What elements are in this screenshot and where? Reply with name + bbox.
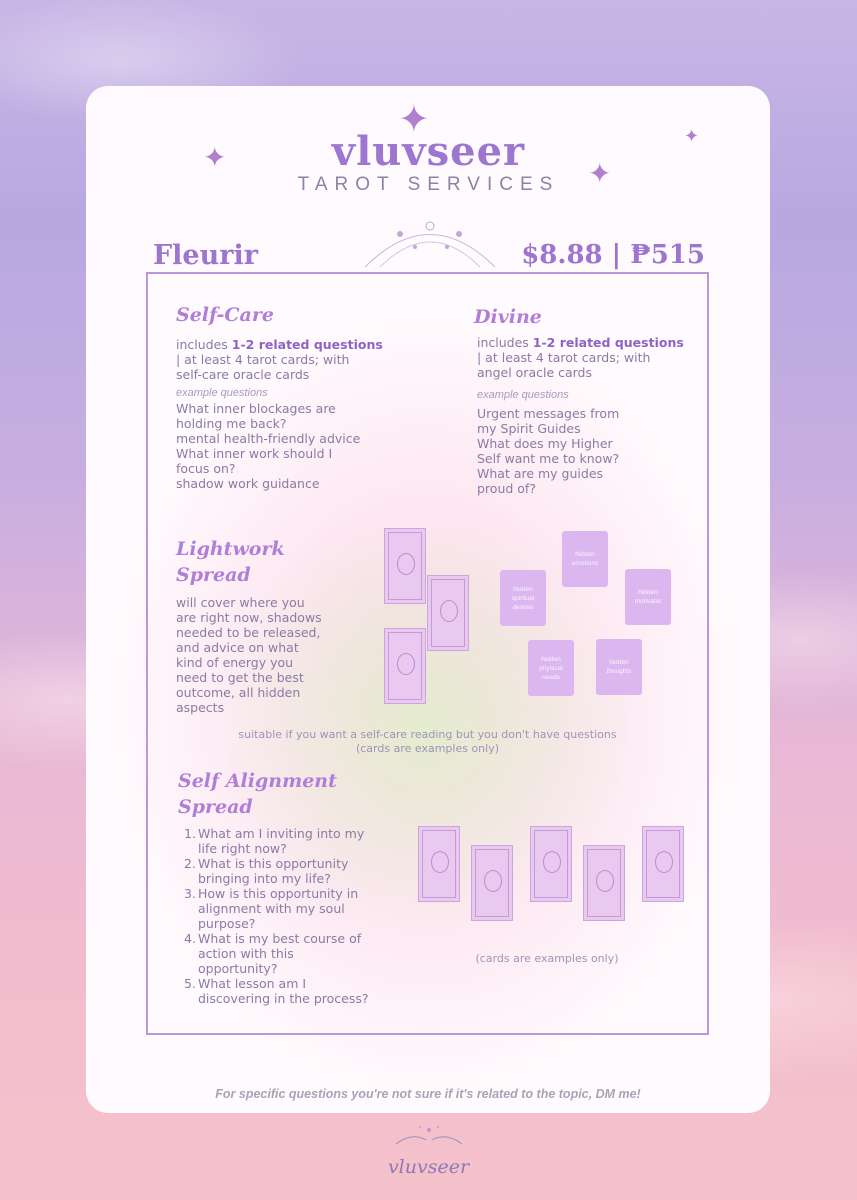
- alignment-note: (cards are examples only): [475, 952, 619, 965]
- brand-subtitle: TAROT SERVICES: [297, 174, 560, 195]
- list-item: and advice on what: [176, 640, 299, 655]
- sparkle-icon: ✦: [203, 141, 227, 174]
- list-item: Self want me to know?: [477, 451, 620, 466]
- tarot-card-image: [642, 826, 684, 902]
- self-care-title: Self-Care: [176, 304, 274, 326]
- tarot-card-image: [583, 845, 625, 921]
- self-care-examples-label: example questions: [176, 387, 268, 399]
- lightwork-title: Lightwork Spread: [176, 538, 285, 586]
- lightwork-note: suitable if you want a self-care reading but you don't have questions (cards are examples only): [238, 728, 617, 755]
- list-item: What inner blockages are: [176, 401, 336, 416]
- self-care-examples: [176, 401, 360, 491]
- list-item: What are my guides: [477, 466, 604, 481]
- divine-includes: includes 1-2 related questions | at least 4 tarot cards; with angel oracle cards: [477, 335, 684, 380]
- sparkle-icon: ✦: [398, 97, 430, 141]
- list-item: 5. What lesson am I discovering in the process?: [184, 976, 369, 1006]
- tarot-card-image: [384, 528, 426, 604]
- list-item: Urgent messages from: [477, 406, 620, 421]
- tarot-card-image: [384, 628, 426, 704]
- tarot-card-image: [418, 826, 460, 902]
- hidden-emotions-card: hidden emotions: [562, 531, 608, 587]
- list-item: kind of energy you: [176, 655, 294, 670]
- package-name: Fleurir: [153, 240, 258, 271]
- alignment-title: Self Alignment Spread: [178, 770, 337, 818]
- list-item: mental health-friendly advice: [176, 431, 361, 446]
- list-item: my Spirit Guides: [477, 421, 581, 436]
- sparkle-icon: ✦: [588, 157, 612, 190]
- hidden-thoughts-card: hidden thoughts: [596, 639, 642, 695]
- list-item: 2. What is this opportunity bringing into my life?: [184, 856, 349, 886]
- list-item: are right now, shadows: [176, 610, 322, 625]
- list-item: focus on?: [176, 461, 236, 476]
- list-item: need to get the best: [176, 670, 304, 685]
- hands-icon: [392, 1122, 466, 1152]
- self-care-includes: includes 1-2 related questions | at least 4 tarot cards; with self-care oracle cards: [176, 337, 383, 382]
- alignment-questions: [184, 826, 369, 1006]
- list-item: needed to be released,: [176, 625, 321, 640]
- brand-logo: vluvseer: [331, 128, 526, 175]
- divine-title: Divine: [474, 306, 542, 328]
- lightwork-description: [176, 595, 322, 715]
- hidden-motivator-card: hidden motivator: [625, 569, 671, 625]
- bottom-signature-logo: vluvseer: [387, 1156, 470, 1178]
- list-item: What does my Higher: [477, 436, 613, 451]
- list-item: aspects: [176, 700, 225, 715]
- sparkle-icon: ✦: [684, 126, 700, 147]
- list-item: shadow work guidance: [176, 476, 320, 491]
- hidden-physical-needs-card: hidden physical needs: [528, 640, 574, 696]
- hidden-spiritual-desires-card: hidden spiritual desires: [500, 570, 546, 626]
- list-item: will cover where you: [176, 595, 305, 610]
- list-item: outcome, all hidden: [176, 685, 301, 700]
- list-item: What inner work should I: [176, 446, 333, 461]
- divine-examples: [477, 406, 619, 496]
- list-item: 4. What is my best course of action with this opportunity?: [184, 931, 362, 976]
- list-item: holding me back?: [176, 416, 287, 431]
- tarot-card-image: [530, 826, 572, 902]
- celestial-arc-icon: [355, 212, 505, 272]
- list-item: 3. How is this opportunity in alignment with my soul purpose?: [184, 886, 359, 931]
- tarot-card-image: [471, 845, 513, 921]
- list-item: proud of?: [477, 481, 536, 496]
- list-item: 1. What am I inviting into my life right now?: [184, 826, 365, 856]
- package-price: $8.88 | ₱515: [521, 240, 705, 270]
- tarot-card-image: [427, 575, 469, 651]
- footer-text: For specific questions you're not sure if it's related to the topic, DM me!: [215, 1087, 641, 1101]
- divine-examples-label: example questions: [477, 389, 569, 401]
